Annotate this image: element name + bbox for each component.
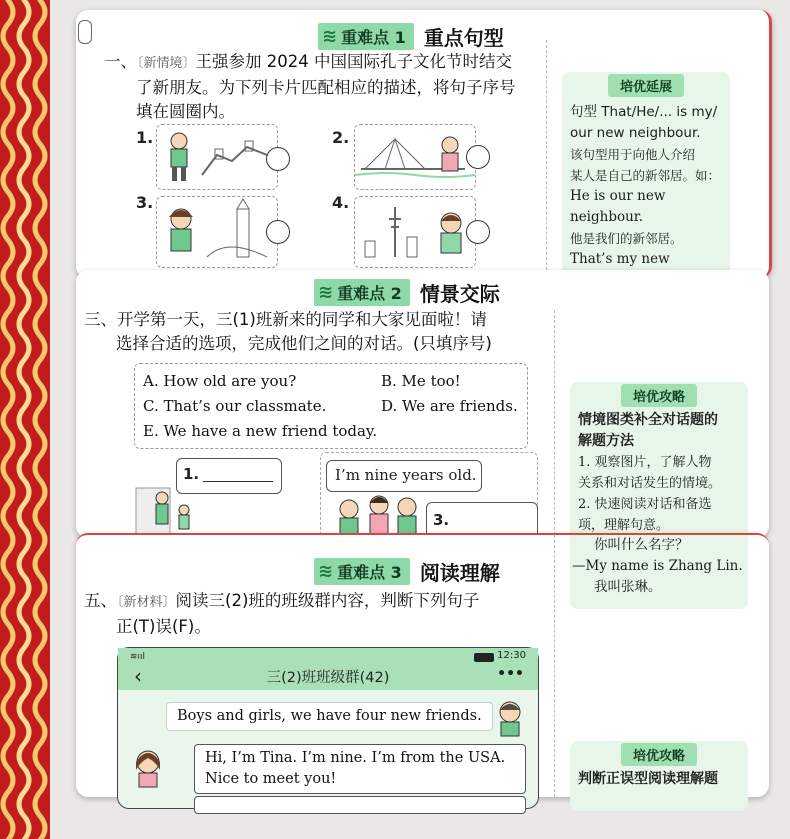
column-divider [554, 535, 555, 797]
signal-icon: ≋ııl [130, 652, 146, 662]
tip-box-body: 判断正误型阅读理解题 [578, 771, 718, 787]
picture-number: 3. [136, 193, 154, 212]
section-2-header [314, 278, 500, 307]
tip-box-strategy-3 [570, 741, 748, 811]
picture-number: 1. [136, 128, 154, 147]
wave-icon: ≋ [318, 282, 332, 303]
wave-icon: ≋ [318, 561, 332, 582]
tip-box-strategy [570, 382, 748, 542]
paperclip-icon [78, 20, 92, 44]
option-e: E. We have a new friend today. [143, 422, 378, 440]
page-card-section-1 [76, 10, 772, 278]
girl-avatar [130, 744, 166, 788]
chat-title: 三(2)班班级群(42) [266, 670, 390, 686]
option-c: C. That’s our classmate. [143, 397, 327, 415]
question-three: 三、开学第一天，三(1)班新来的同学和大家见面啦！请 选择合适的选项，完成他们之间的对话。(只填序号) [84, 310, 492, 353]
phone-chat-screen [117, 647, 539, 809]
tip-box-heading: 培优延展 [608, 74, 684, 97]
decorative-ribbon [0, 0, 50, 839]
page-card-section-3 [76, 533, 769, 797]
section-title: 阅读理解 [419, 561, 500, 585]
section-3-header [314, 557, 500, 586]
picture-number: 2. [332, 128, 350, 147]
dialogue-bubble-1: 1. [176, 458, 282, 494]
battery-icon [474, 653, 494, 662]
dialogue-bubble-2: I’m nine years old. [326, 460, 482, 492]
great-wall-illustration [157, 125, 277, 189]
tip-box-body: 情境图类补全对话题的 解题方法 1. 观察图片，了解人物 关系和对话发生的情境。 2. 快速阅读对话和备选 项，理解句意。 [578, 412, 722, 533]
tip-box-body: 句型 That/He/... is my/ our new neighbour. 该句型用于向他人介绍 某人是自己的新邻居。如： He is our new neighbour. 他是我们的新邻居。 That’s my new [570, 104, 721, 267]
section-badge: ≋ 重难点 3 [314, 558, 410, 585]
column-divider [554, 310, 555, 540]
london-illustration [157, 197, 277, 267]
option-a: A. How old are you? [143, 372, 297, 390]
chat-message-2: Hi, I’m Tina. I’m nine. I’m from the USA. Nice to meet you! [194, 744, 526, 794]
answer-circle-4[interactable] [466, 220, 490, 244]
page-card-section-2 [76, 270, 769, 538]
tower-illustration [355, 197, 475, 267]
question-one: 一、〔新情境〕王强参加 2024 中国国际孔子文化节时结交 了新朋友。为下列卡片匹配相应的描述，将句子序号 填在圆圈内。 [104, 52, 516, 121]
chat-message-3 [194, 796, 526, 814]
answer-circle-1[interactable] [266, 147, 290, 171]
chevron-left-icon[interactable]: ‹ [134, 664, 142, 688]
tip-box-overlap: 你叫什么名字？ —My name is Zhang Lin. 我叫张琳。 [570, 535, 748, 609]
column-divider [546, 40, 547, 280]
section-title: 重点句型 [423, 26, 504, 50]
wave-icon: ≋ [322, 26, 336, 47]
tip-box-extension [562, 72, 730, 278]
answer-blank-1[interactable] [203, 481, 273, 482]
option-d: D. We are friends. [381, 397, 518, 415]
status-time: 12:30 [497, 650, 526, 661]
chat-header [118, 648, 538, 690]
section-1-header [318, 22, 504, 51]
teacher-avatar [492, 696, 528, 736]
options-box [134, 363, 528, 449]
dialogue-bubble-3: 3. [426, 502, 538, 540]
answer-circle-3[interactable] [266, 220, 290, 244]
answer-circle-2[interactable] [466, 145, 490, 169]
picture-card-2 [354, 124, 476, 190]
picture-card-1 [156, 124, 278, 190]
section-badge: ≋ 重难点 2 [314, 279, 410, 306]
section-title: 情景交际 [419, 282, 500, 306]
chat-message-1: Boys and girls, we have four new friends. [166, 702, 493, 731]
more-menu-icon[interactable]: ••• [497, 666, 524, 682]
section-badge: ≋ 重难点 1 [318, 23, 414, 50]
option-b: B. Me too! [381, 372, 461, 390]
tip-box-heading: 培优攻略 [621, 384, 697, 407]
picture-card-3 [156, 196, 278, 268]
picture-number: 4. [332, 193, 350, 212]
tip-box-heading: 培优攻略 [621, 743, 697, 766]
bridge-illustration [355, 125, 475, 189]
picture-card-4 [354, 196, 476, 268]
question-five: 五、〔新材料〕阅读三(2)班的班级群内容，判断下列句子 正(T)误(F)。 [84, 591, 480, 636]
